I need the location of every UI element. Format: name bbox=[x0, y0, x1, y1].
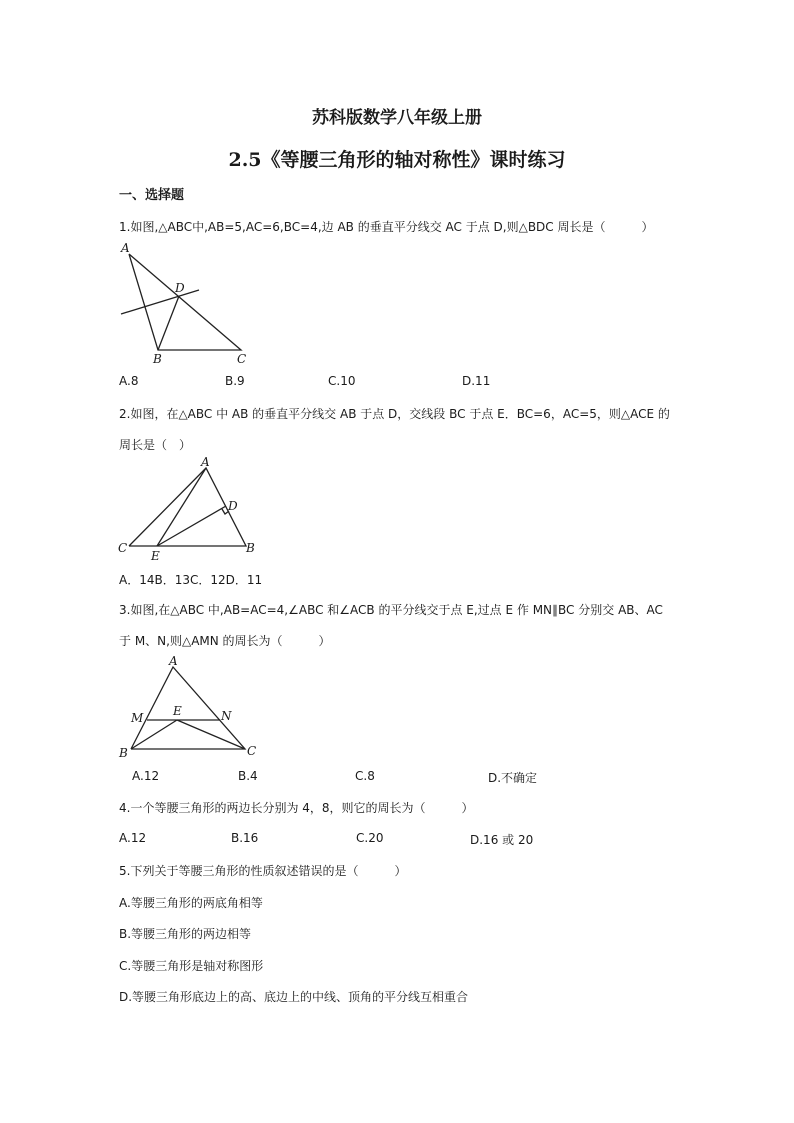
q2-text-line1: 2.如图，在△ABC 中 AB 的垂直平分线交 AB 于点 D，交线段 BC 于点 E．BC=6，AC=5，则△ACE 的 bbox=[119, 407, 670, 421]
q1-option-c[interactable]: C.10 bbox=[328, 374, 356, 388]
q3-label-n: N bbox=[221, 709, 232, 723]
q1-label-d: D bbox=[175, 281, 185, 295]
q3-label-e: E bbox=[173, 704, 182, 718]
q3-text-line2: 于 M、N,则△AMN 的周长为（ ） bbox=[119, 634, 331, 648]
q2-label-d: D bbox=[228, 499, 238, 513]
document-subtitle: 2.5《等腰三角形的轴对称性》课时练习 bbox=[228, 149, 566, 171]
q3-label-b: B bbox=[119, 746, 128, 760]
q3-option-d[interactable]: D.不确定 bbox=[488, 771, 538, 785]
q3-option-b[interactable]: B.4 bbox=[238, 769, 258, 783]
q2-figure bbox=[115, 456, 265, 562]
q1-figure bbox=[115, 240, 255, 368]
q3-segment-ec bbox=[177, 720, 245, 749]
q4-option-b[interactable]: B.16 bbox=[231, 831, 259, 845]
q2-segment-ed bbox=[157, 506, 226, 546]
q1-triangle bbox=[129, 254, 241, 350]
q3-figure bbox=[115, 653, 265, 761]
q2-label-b: B bbox=[246, 541, 255, 555]
q1-label-b: B bbox=[153, 352, 162, 366]
q5-option-a[interactable]: A.等腰三角形的两底角相等 bbox=[119, 896, 263, 910]
q1-label-c: C bbox=[237, 352, 247, 366]
q5-option-c[interactable]: C.等腰三角形是轴对称图形 bbox=[119, 959, 264, 973]
q1-option-d[interactable]: D.11 bbox=[462, 374, 491, 388]
q1-label-a: A bbox=[121, 241, 130, 255]
q1-text: 1.如图,△ABC中,AB=5,AC=6,BC=4,边 AB 的垂直平分线交 AC 于点 D,则△BDC 周长是（ ） bbox=[119, 220, 654, 234]
q2-segment-ae bbox=[157, 468, 206, 546]
q3-option-c[interactable]: C.8 bbox=[355, 769, 375, 783]
q3-text-line1: 3.如图,在△ABC 中,AB=AC=4,∠ABC 和∠ACB 的平分线交于点 E,过点 E 作 MN∥BC 分别交 AB、AC bbox=[119, 603, 663, 617]
q3-label-a: A bbox=[169, 654, 178, 668]
section-heading: 一、选择题 bbox=[119, 188, 185, 203]
q3-label-m: M bbox=[131, 711, 144, 725]
q2-label-a: A bbox=[201, 455, 210, 469]
q1-option-b[interactable]: B.9 bbox=[225, 374, 245, 388]
q1-perpendicular-bisector bbox=[121, 290, 199, 314]
q4-option-d[interactable]: D.16 或 20 bbox=[470, 833, 534, 847]
q5-option-b[interactable]: B.等腰三角形的两边相等 bbox=[119, 927, 252, 941]
q2-text-line2: 周长是（ ） bbox=[119, 438, 192, 452]
q5-text: 5.下列关于等腰三角形的性质叙述错误的是（ ） bbox=[119, 864, 407, 878]
q1-segment-bd bbox=[158, 296, 179, 350]
q5-option-d[interactable]: D.等腰三角形底边上的高、底边上的中线、顶角的平分线互相重合 bbox=[119, 990, 469, 1004]
q4-text: 4.一个等腰三角形的两边长分别为 4，8，则它的周长为（ ） bbox=[119, 801, 474, 815]
q3-label-c: C bbox=[247, 744, 257, 758]
q1-option-a[interactable]: A.8 bbox=[119, 374, 139, 388]
q2-options: A．14B．13C．12D．11 bbox=[119, 573, 263, 587]
document-title: 苏科版数学八年级上册 bbox=[312, 108, 482, 128]
q3-triangle bbox=[131, 667, 245, 749]
q2-label-c: C bbox=[118, 541, 128, 555]
q4-option-a[interactable]: A.12 bbox=[119, 831, 147, 845]
q2-label-e: E bbox=[151, 549, 160, 563]
q3-option-a[interactable]: A.12 bbox=[132, 769, 160, 783]
q4-option-c[interactable]: C.20 bbox=[356, 831, 384, 845]
